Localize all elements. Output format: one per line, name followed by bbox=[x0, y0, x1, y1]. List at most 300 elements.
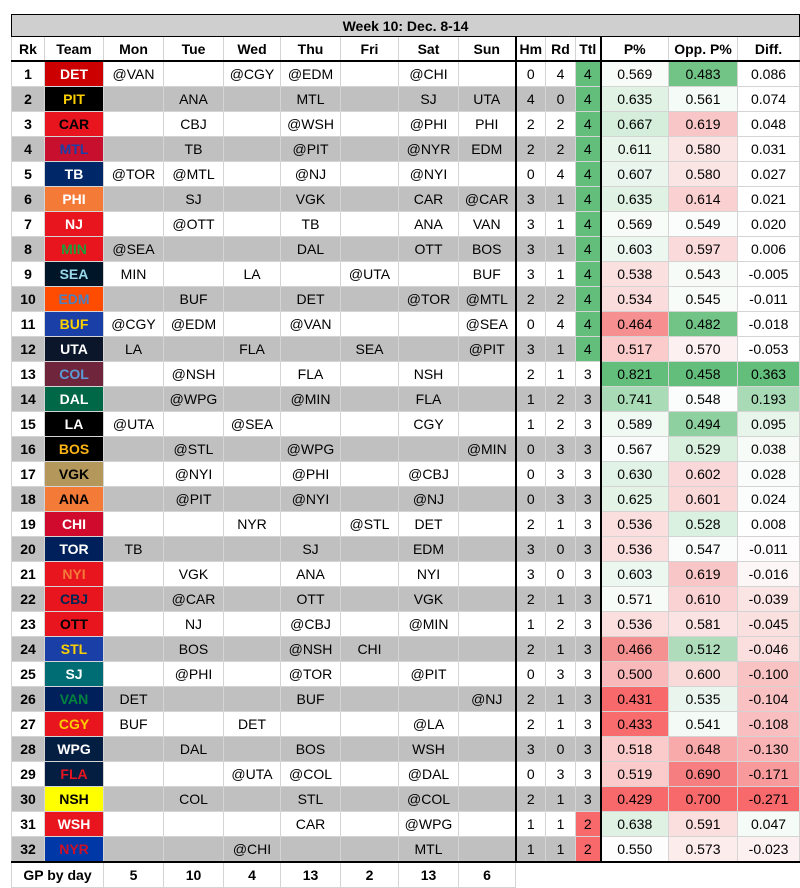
game-cell-thu bbox=[281, 412, 341, 437]
game-cell-mon bbox=[104, 787, 164, 812]
table-row bbox=[12, 637, 800, 662]
rank-cell: 7 bbox=[12, 212, 45, 237]
opp-p-pct-cell: 0.690 bbox=[669, 762, 738, 787]
team-cell: TB bbox=[45, 162, 104, 187]
game-cell-sun bbox=[459, 787, 516, 812]
road-cell: 1 bbox=[546, 587, 576, 612]
diff-cell: 0.074 bbox=[738, 87, 800, 112]
game-cell-tue: BOS bbox=[164, 637, 224, 662]
game-cell-thu: @COL bbox=[281, 762, 341, 787]
game-cell-sat: CAR bbox=[399, 187, 459, 212]
game-cell-fri: SEA bbox=[341, 337, 399, 362]
total-cell: 3 bbox=[576, 712, 601, 737]
game-cell-mon: TB bbox=[104, 537, 164, 562]
game-cell-sat: WSH bbox=[399, 737, 459, 762]
diff-cell: -0.011 bbox=[738, 537, 800, 562]
rank-cell: 17 bbox=[12, 462, 45, 487]
road-cell: 0 bbox=[546, 87, 576, 112]
header-ttl: Ttl bbox=[576, 37, 601, 62]
game-cell-sat: @CHI bbox=[399, 61, 459, 87]
game-cell-tue: @STL bbox=[164, 437, 224, 462]
game-cell-mon: BUF bbox=[104, 712, 164, 737]
team-cell: TOR bbox=[45, 537, 104, 562]
p-pct-cell: 0.821 bbox=[601, 362, 669, 387]
game-cell-tue bbox=[164, 837, 224, 863]
road-cell: 2 bbox=[546, 612, 576, 637]
game-cell-tue: @NSH bbox=[164, 362, 224, 387]
game-cell-mon bbox=[104, 287, 164, 312]
game-cell-tue: @OTT bbox=[164, 212, 224, 237]
rank-cell: 9 bbox=[12, 262, 45, 287]
game-cell-thu: CAR bbox=[281, 812, 341, 837]
game-cell-wed: @CHI bbox=[224, 837, 281, 863]
opp-p-pct-cell: 0.610 bbox=[669, 587, 738, 612]
team-cell: STL bbox=[45, 637, 104, 662]
p-pct-cell: 0.567 bbox=[601, 437, 669, 462]
game-cell-fri bbox=[341, 712, 399, 737]
game-cell-wed bbox=[224, 387, 281, 412]
home-cell: 2 bbox=[516, 362, 546, 387]
game-cell-sun: @NJ bbox=[459, 687, 516, 712]
total-cell: 3 bbox=[576, 762, 601, 787]
game-cell-fri bbox=[341, 412, 399, 437]
p-pct-cell: 0.741 bbox=[601, 387, 669, 412]
diff-cell: -0.171 bbox=[738, 762, 800, 787]
game-cell-sun bbox=[459, 162, 516, 187]
diff-cell: 0.038 bbox=[738, 437, 800, 462]
home-cell: 3 bbox=[516, 237, 546, 262]
game-cell-fri bbox=[341, 812, 399, 837]
game-cell-wed bbox=[224, 462, 281, 487]
game-cell-tue bbox=[164, 237, 224, 262]
road-cell: 0 bbox=[546, 562, 576, 587]
game-cell-sat: @COL bbox=[399, 787, 459, 812]
table-row bbox=[12, 61, 800, 87]
header-team: Team bbox=[45, 37, 104, 62]
game-cell-mon bbox=[104, 812, 164, 837]
game-cell-tue: @CAR bbox=[164, 587, 224, 612]
game-cell-wed bbox=[224, 787, 281, 812]
opp-p-pct-cell: 0.483 bbox=[669, 61, 738, 87]
table-row bbox=[12, 562, 800, 587]
home-cell: 0 bbox=[516, 462, 546, 487]
game-cell-sun: @CAR bbox=[459, 187, 516, 212]
road-cell: 4 bbox=[546, 312, 576, 337]
team-cell: SJ bbox=[45, 662, 104, 687]
diff-cell: -0.046 bbox=[738, 637, 800, 662]
game-cell-thu bbox=[281, 262, 341, 287]
total-cell: 3 bbox=[576, 387, 601, 412]
game-cell-sun bbox=[459, 61, 516, 87]
p-pct-cell: 0.630 bbox=[601, 462, 669, 487]
game-cell-mon: @SEA bbox=[104, 237, 164, 262]
game-cell-sat: @WPG bbox=[399, 812, 459, 837]
total-cell: 3 bbox=[576, 412, 601, 437]
diff-cell: 0.048 bbox=[738, 112, 800, 137]
p-pct-cell: 0.625 bbox=[601, 487, 669, 512]
total-cell: 4 bbox=[576, 87, 601, 112]
total-cell: 3 bbox=[576, 437, 601, 462]
p-pct-cell: 0.550 bbox=[601, 837, 669, 863]
game-cell-tue: @PIT bbox=[164, 487, 224, 512]
table-row bbox=[12, 487, 800, 512]
game-cell-thu: FLA bbox=[281, 362, 341, 387]
road-cell: 1 bbox=[546, 812, 576, 837]
p-pct-cell: 0.571 bbox=[601, 587, 669, 612]
header-sun: Sun bbox=[459, 37, 516, 62]
rank-cell: 16 bbox=[12, 437, 45, 462]
total-cell: 3 bbox=[576, 637, 601, 662]
game-cell-tue: @PHI bbox=[164, 662, 224, 687]
game-cell-fri bbox=[341, 687, 399, 712]
team-cell: NSH bbox=[45, 787, 104, 812]
home-cell: 0 bbox=[516, 61, 546, 87]
game-cell-sat bbox=[399, 437, 459, 462]
game-cell-sat: SJ bbox=[399, 87, 459, 112]
home-cell: 2 bbox=[516, 137, 546, 162]
game-cell-sun bbox=[459, 462, 516, 487]
p-pct-cell: 0.431 bbox=[601, 687, 669, 712]
game-cell-mon bbox=[104, 762, 164, 787]
road-cell: 2 bbox=[546, 137, 576, 162]
game-cell-fri bbox=[341, 612, 399, 637]
diff-cell: -0.271 bbox=[738, 787, 800, 812]
team-cell: CHI bbox=[45, 512, 104, 537]
game-cell-sun: @MTL bbox=[459, 287, 516, 312]
game-cell-thu: @MIN bbox=[281, 387, 341, 412]
home-cell: 2 bbox=[516, 587, 546, 612]
total-cell: 3 bbox=[576, 512, 601, 537]
rank-cell: 30 bbox=[12, 787, 45, 812]
rank-cell: 12 bbox=[12, 337, 45, 362]
road-cell: 1 bbox=[546, 187, 576, 212]
game-cell-fri bbox=[341, 437, 399, 462]
footer-blank bbox=[516, 862, 800, 888]
team-cell: WPG bbox=[45, 737, 104, 762]
game-cell-sat bbox=[399, 312, 459, 337]
game-cell-fri bbox=[341, 137, 399, 162]
game-cell-fri bbox=[341, 587, 399, 612]
game-cell-fri bbox=[341, 362, 399, 387]
game-cell-mon bbox=[104, 612, 164, 637]
footer-sat: 13 bbox=[399, 862, 459, 888]
header-sat: Sat bbox=[399, 37, 459, 62]
opp-p-pct-cell: 0.545 bbox=[669, 287, 738, 312]
opp-p-pct-cell: 0.535 bbox=[669, 687, 738, 712]
table-row bbox=[12, 262, 800, 287]
opp-p-pct-cell: 0.573 bbox=[669, 837, 738, 863]
diff-cell: 0.086 bbox=[738, 61, 800, 87]
road-cell: 1 bbox=[546, 787, 576, 812]
road-cell: 1 bbox=[546, 337, 576, 362]
road-cell: 2 bbox=[546, 412, 576, 437]
game-cell-thu: @WSH bbox=[281, 112, 341, 137]
game-cell-wed bbox=[224, 437, 281, 462]
home-cell: 1 bbox=[516, 387, 546, 412]
game-cell-fri bbox=[341, 237, 399, 262]
game-cell-thu: STL bbox=[281, 787, 341, 812]
road-cell: 1 bbox=[546, 262, 576, 287]
game-cell-mon bbox=[104, 362, 164, 387]
header-row bbox=[12, 37, 800, 62]
game-cell-sat: EDM bbox=[399, 537, 459, 562]
game-cell-mon bbox=[104, 637, 164, 662]
table-row bbox=[12, 737, 800, 762]
header-thu: Thu bbox=[281, 37, 341, 62]
game-cell-sun: BUF bbox=[459, 262, 516, 287]
rank-cell: 29 bbox=[12, 762, 45, 787]
game-cell-sun bbox=[459, 837, 516, 863]
diff-cell: 0.021 bbox=[738, 187, 800, 212]
game-cell-sat: OTT bbox=[399, 237, 459, 262]
home-cell: 3 bbox=[516, 537, 546, 562]
home-cell: 2 bbox=[516, 687, 546, 712]
home-cell: 0 bbox=[516, 662, 546, 687]
diff-cell: 0.008 bbox=[738, 512, 800, 537]
opp-p-pct-cell: 0.543 bbox=[669, 262, 738, 287]
game-cell-mon bbox=[104, 587, 164, 612]
opp-p-pct-cell: 0.580 bbox=[669, 137, 738, 162]
game-cell-sun bbox=[459, 712, 516, 737]
team-cell: WSH bbox=[45, 812, 104, 837]
diff-cell: -0.104 bbox=[738, 687, 800, 712]
game-cell-sat bbox=[399, 637, 459, 662]
game-cell-sat: @NYI bbox=[399, 162, 459, 187]
team-cell: SEA bbox=[45, 262, 104, 287]
rank-cell: 26 bbox=[12, 687, 45, 712]
diff-cell: -0.011 bbox=[738, 287, 800, 312]
game-cell-sat: CGY bbox=[399, 412, 459, 437]
total-cell: 3 bbox=[576, 537, 601, 562]
header-rk: Rk bbox=[12, 37, 45, 62]
game-cell-mon bbox=[104, 137, 164, 162]
table-row bbox=[12, 412, 800, 437]
game-cell-sat: FLA bbox=[399, 387, 459, 412]
game-cell-fri bbox=[341, 312, 399, 337]
game-cell-mon bbox=[104, 212, 164, 237]
game-cell-sun: UTA bbox=[459, 87, 516, 112]
game-cell-mon: DET bbox=[104, 687, 164, 712]
game-cell-fri bbox=[341, 287, 399, 312]
game-cell-wed bbox=[224, 537, 281, 562]
road-cell: 3 bbox=[546, 462, 576, 487]
opp-p-pct-cell: 0.700 bbox=[669, 787, 738, 812]
rank-cell: 28 bbox=[12, 737, 45, 762]
game-cell-wed bbox=[224, 487, 281, 512]
game-cell-fri bbox=[341, 462, 399, 487]
p-pct-cell: 0.464 bbox=[601, 312, 669, 337]
game-cell-mon: @CGY bbox=[104, 312, 164, 337]
team-cell: CAR bbox=[45, 112, 104, 137]
rank-cell: 3 bbox=[12, 112, 45, 137]
game-cell-fri: CHI bbox=[341, 637, 399, 662]
total-cell: 4 bbox=[576, 337, 601, 362]
table-row bbox=[12, 662, 800, 687]
total-cell: 2 bbox=[576, 837, 601, 863]
team-cell: NJ bbox=[45, 212, 104, 237]
diff-cell: 0.363 bbox=[738, 362, 800, 387]
table-row bbox=[12, 337, 800, 362]
game-cell-thu bbox=[281, 337, 341, 362]
rank-cell: 5 bbox=[12, 162, 45, 187]
diff-cell: 0.027 bbox=[738, 162, 800, 187]
road-cell: 2 bbox=[546, 387, 576, 412]
p-pct-cell: 0.536 bbox=[601, 512, 669, 537]
p-pct-cell: 0.536 bbox=[601, 612, 669, 637]
game-cell-wed bbox=[224, 362, 281, 387]
rank-cell: 6 bbox=[12, 187, 45, 212]
diff-cell: -0.053 bbox=[738, 337, 800, 362]
road-cell: 3 bbox=[546, 437, 576, 462]
opp-p-pct-cell: 0.602 bbox=[669, 462, 738, 487]
game-cell-thu bbox=[281, 837, 341, 863]
team-cell: VAN bbox=[45, 687, 104, 712]
game-cell-thu: ANA bbox=[281, 562, 341, 587]
table-row bbox=[12, 612, 800, 637]
game-cell-fri bbox=[341, 787, 399, 812]
game-cell-tue bbox=[164, 61, 224, 87]
game-cell-sun bbox=[459, 812, 516, 837]
game-cell-wed bbox=[224, 287, 281, 312]
rank-cell: 4 bbox=[12, 137, 45, 162]
table-row bbox=[12, 162, 800, 187]
table-row bbox=[12, 787, 800, 812]
road-cell: 1 bbox=[546, 212, 576, 237]
total-cell: 4 bbox=[576, 287, 601, 312]
game-cell-tue: COL bbox=[164, 787, 224, 812]
game-cell-wed bbox=[224, 162, 281, 187]
rank-cell: 25 bbox=[12, 662, 45, 687]
home-cell: 2 bbox=[516, 512, 546, 537]
table-row bbox=[12, 312, 800, 337]
table-row bbox=[12, 512, 800, 537]
opp-p-pct-cell: 0.541 bbox=[669, 712, 738, 737]
game-cell-fri bbox=[341, 162, 399, 187]
opp-p-pct-cell: 0.548 bbox=[669, 387, 738, 412]
game-cell-mon bbox=[104, 112, 164, 137]
game-cell-mon: @TOR bbox=[104, 162, 164, 187]
game-cell-wed bbox=[224, 612, 281, 637]
diff-cell: -0.108 bbox=[738, 712, 800, 737]
home-cell: 0 bbox=[516, 487, 546, 512]
game-cell-sun bbox=[459, 612, 516, 637]
home-cell: 1 bbox=[516, 837, 546, 863]
game-cell-sat: @CBJ bbox=[399, 462, 459, 487]
game-cell-sat: @TOR bbox=[399, 287, 459, 312]
game-cell-sat: DET bbox=[399, 512, 459, 537]
home-cell: 3 bbox=[516, 187, 546, 212]
game-cell-mon bbox=[104, 387, 164, 412]
table-row bbox=[12, 437, 800, 462]
table-row bbox=[12, 837, 800, 863]
opp-p-pct-cell: 0.561 bbox=[669, 87, 738, 112]
game-cell-sun bbox=[459, 562, 516, 587]
game-cell-mon bbox=[104, 737, 164, 762]
home-cell: 3 bbox=[516, 262, 546, 287]
game-cell-tue: TB bbox=[164, 137, 224, 162]
total-cell: 4 bbox=[576, 187, 601, 212]
game-cell-mon: MIN bbox=[104, 262, 164, 287]
game-cell-sun: @PIT bbox=[459, 337, 516, 362]
game-cell-thu: DAL bbox=[281, 237, 341, 262]
game-cell-sun: PHI bbox=[459, 112, 516, 137]
table-row bbox=[12, 812, 800, 837]
game-cell-wed bbox=[224, 562, 281, 587]
game-cell-fri bbox=[341, 737, 399, 762]
diff-cell: -0.045 bbox=[738, 612, 800, 637]
diff-cell: 0.020 bbox=[738, 212, 800, 237]
game-cell-thu: @NYI bbox=[281, 487, 341, 512]
game-cell-wed bbox=[224, 112, 281, 137]
p-pct-cell: 0.589 bbox=[601, 412, 669, 437]
game-cell-tue bbox=[164, 712, 224, 737]
road-cell: 1 bbox=[546, 837, 576, 863]
game-cell-sun: @MIN bbox=[459, 437, 516, 462]
game-cell-sat: @DAL bbox=[399, 762, 459, 787]
table-row bbox=[12, 587, 800, 612]
opp-p-pct-cell: 0.512 bbox=[669, 637, 738, 662]
p-pct-cell: 0.536 bbox=[601, 537, 669, 562]
header-wed: Wed bbox=[224, 37, 281, 62]
game-cell-wed bbox=[224, 737, 281, 762]
game-cell-thu: @EDM bbox=[281, 61, 341, 87]
game-cell-sun bbox=[459, 362, 516, 387]
road-cell: 1 bbox=[546, 237, 576, 262]
team-cell: DAL bbox=[45, 387, 104, 412]
team-cell: VGK bbox=[45, 462, 104, 487]
team-cell: PHI bbox=[45, 187, 104, 212]
total-cell: 3 bbox=[576, 662, 601, 687]
home-cell: 1 bbox=[516, 612, 546, 637]
opp-p-pct-cell: 0.547 bbox=[669, 537, 738, 562]
road-cell: 1 bbox=[546, 512, 576, 537]
road-cell: 2 bbox=[546, 112, 576, 137]
game-cell-tue: ANA bbox=[164, 87, 224, 112]
game-cell-sat: @PHI bbox=[399, 112, 459, 137]
game-cell-sat: NYI bbox=[399, 562, 459, 587]
game-cell-fri bbox=[341, 187, 399, 212]
road-cell: 1 bbox=[546, 637, 576, 662]
p-pct-cell: 0.638 bbox=[601, 812, 669, 837]
game-cell-sun bbox=[459, 587, 516, 612]
game-cell-mon bbox=[104, 562, 164, 587]
game-cell-tue bbox=[164, 537, 224, 562]
diff-cell: 0.095 bbox=[738, 412, 800, 437]
rank-cell: 18 bbox=[12, 487, 45, 512]
p-pct-cell: 0.517 bbox=[601, 337, 669, 362]
rank-cell: 1 bbox=[12, 61, 45, 87]
opp-p-pct-cell: 0.549 bbox=[669, 212, 738, 237]
game-cell-thu: @NSH bbox=[281, 637, 341, 662]
footer-wed: 4 bbox=[224, 862, 281, 888]
table-row bbox=[12, 387, 800, 412]
table-row bbox=[12, 537, 800, 562]
game-cell-mon bbox=[104, 187, 164, 212]
table-row bbox=[12, 87, 800, 112]
total-cell: 4 bbox=[576, 112, 601, 137]
game-cell-mon: @UTA bbox=[104, 412, 164, 437]
game-cell-wed bbox=[224, 312, 281, 337]
table-row bbox=[12, 712, 800, 737]
game-cell-tue: @WPG bbox=[164, 387, 224, 412]
rank-cell: 21 bbox=[12, 562, 45, 587]
p-pct-cell: 0.519 bbox=[601, 762, 669, 787]
diff-cell: -0.016 bbox=[738, 562, 800, 587]
game-cell-wed bbox=[224, 237, 281, 262]
header-fri: Fri bbox=[341, 37, 399, 62]
game-cell-thu: DET bbox=[281, 287, 341, 312]
p-pct-cell: 0.538 bbox=[601, 262, 669, 287]
